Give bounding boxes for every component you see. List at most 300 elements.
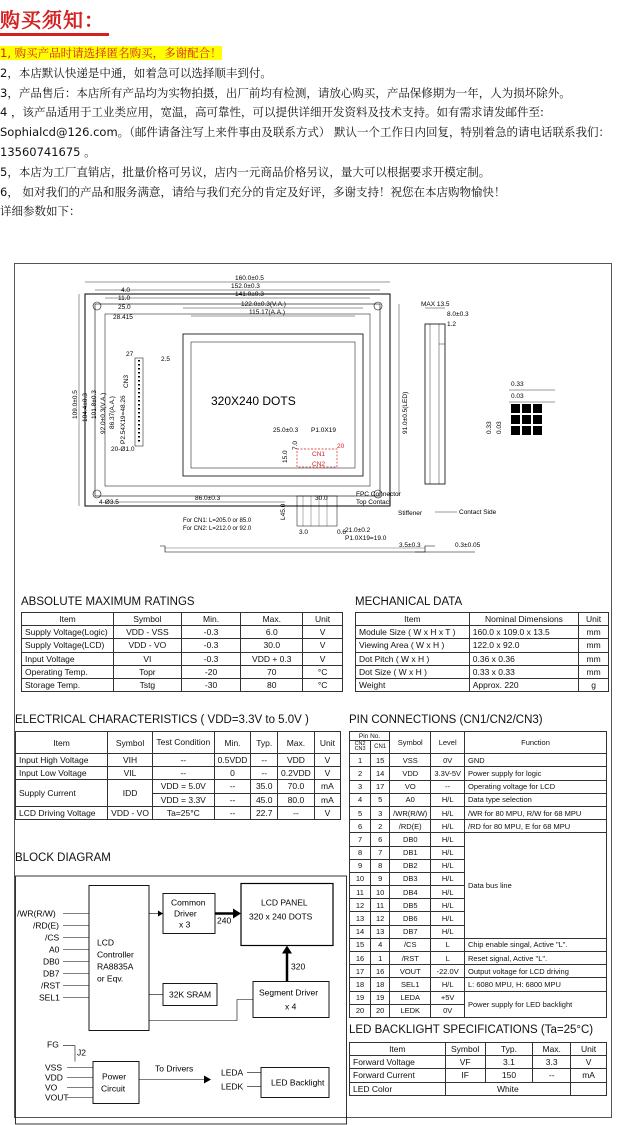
pins-title: PIN CONNECTIONS (CN1/CN2/CN3) bbox=[349, 714, 543, 726]
table-cell: /RD for 80 MPU, E for 68 MPU bbox=[465, 820, 607, 833]
table-cell: 6 bbox=[371, 833, 390, 846]
power-l0: Power bbox=[102, 1071, 127, 1082]
elec-head-symbol: Symbol bbox=[108, 732, 153, 754]
table-cell: DB2 bbox=[390, 859, 431, 872]
table-cell: 30.0 bbox=[241, 639, 303, 652]
block-diagram bbox=[15, 868, 347, 1125]
elec-head-min: Min. bbox=[214, 732, 251, 754]
note-cn2: For CN2: L=212.0 or 92.0 bbox=[183, 526, 252, 532]
table-cell: mA bbox=[314, 780, 340, 793]
table-cell: Viewing Area ( W x H ) bbox=[356, 639, 470, 652]
sig-cs: /CS bbox=[45, 932, 60, 943]
table-cell: /RD(E) bbox=[390, 820, 431, 833]
table-cell: 0.2VDD bbox=[278, 767, 315, 780]
table-row bbox=[350, 978, 607, 991]
dim-v-5: P2.54X19=48.26 bbox=[120, 395, 127, 444]
table-cell: 12 bbox=[350, 899, 371, 912]
table-row bbox=[356, 665, 609, 678]
table-cell: DB4 bbox=[390, 886, 431, 899]
pixel-grid bbox=[511, 404, 542, 435]
sig-rd: /RD(E) bbox=[33, 920, 59, 931]
power-circuit-box bbox=[93, 1062, 139, 1104]
mount-hole bbox=[93, 490, 101, 498]
dim-left-1: 11.0 bbox=[118, 295, 131, 302]
table-cell: LEDK bbox=[390, 1004, 431, 1017]
table-row bbox=[350, 938, 607, 951]
table-row bbox=[22, 678, 343, 691]
table-row bbox=[350, 965, 607, 978]
table-cell: 14 bbox=[350, 925, 371, 938]
table-cell: L bbox=[431, 938, 465, 951]
label-j2: J2 bbox=[77, 1047, 86, 1058]
table-cell: VF bbox=[445, 1056, 485, 1069]
table-cell: 122.0 x 92.0 bbox=[469, 639, 578, 652]
note-cn1: For CN1: L=205.0 or 85.0 bbox=[183, 518, 252, 524]
notice-title: 购买须知： bbox=[0, 4, 105, 33]
table-cell: H/L bbox=[431, 820, 465, 833]
elec-header-row bbox=[16, 732, 341, 754]
table-cell: -20 bbox=[181, 665, 241, 678]
table-cell: DB6 bbox=[390, 912, 431, 925]
block-title: BLOCK DIAGRAM bbox=[15, 852, 111, 864]
dim-21: 21.0±0.2 bbox=[345, 527, 371, 534]
bus-240: 240 bbox=[217, 915, 232, 926]
table-cell: 3.3 bbox=[533, 1056, 571, 1069]
abs-max-head-max: Max. bbox=[241, 613, 303, 626]
elec-title: ELECTRICAL CHARACTERISTICS ( VDD=3.3V to 5.0V ) bbox=[15, 714, 309, 726]
table-cell: -- bbox=[533, 1069, 571, 1082]
dim-top-4: 115.17(A.A.) bbox=[249, 309, 286, 316]
table-cell: 19 bbox=[371, 991, 390, 1004]
table-row bbox=[350, 806, 607, 819]
pix-0-33-a: 0.33 bbox=[511, 381, 524, 388]
table-cell: /WR for 80 MPU, R/W for 68 MPU bbox=[465, 806, 607, 819]
table-cell: 1 bbox=[350, 754, 371, 767]
table-cell: DB5 bbox=[390, 899, 431, 912]
table-cell: -0.3 bbox=[181, 639, 241, 652]
dim-top-1: 152.0±0.3 bbox=[231, 283, 260, 290]
table-cell: 3 bbox=[350, 780, 371, 793]
sig-sel1: SEL1 bbox=[39, 992, 60, 1003]
table-cell: -0.3 bbox=[181, 652, 241, 665]
table-cell: Operating Temp. bbox=[22, 665, 114, 678]
table-cell: °C bbox=[303, 678, 343, 691]
table-cell: Module Size ( W x H x T ) bbox=[356, 626, 470, 639]
table-row bbox=[350, 952, 607, 965]
sig-db7: DB7 bbox=[43, 968, 60, 979]
table-cell: Dot Size ( W x H ) bbox=[356, 665, 470, 678]
table-cell: VDD bbox=[390, 767, 431, 780]
table-cell: V bbox=[314, 806, 340, 819]
table-cell: 17 bbox=[371, 780, 390, 793]
dim-3: 3.0 bbox=[299, 529, 309, 536]
table-row bbox=[350, 793, 607, 806]
table-row bbox=[356, 626, 609, 639]
table-row bbox=[356, 639, 609, 652]
bl-head-typ: Typ. bbox=[485, 1043, 533, 1056]
dim-p1: P1.0X19 bbox=[311, 427, 336, 434]
notice-body bbox=[0, 44, 618, 222]
table-row bbox=[22, 626, 343, 639]
top-contact-label: Top Contact bbox=[356, 499, 391, 506]
table-cell: Reset signal, Active "L". bbox=[465, 952, 607, 965]
table-cell: mm bbox=[579, 665, 609, 678]
abs-max-header-row bbox=[22, 613, 343, 626]
dots-label: 320X240 DOTS bbox=[211, 394, 296, 408]
notice-line-4: 4 ，该产品适用于工业类应用，宽温，高可靠性，可以提供详细开发资料及技术支持。如有需求请发邮件至: Sophialcd@126.com。（邮件请备注写上来件事由及联系方式） 默认一个工作日内回复，特别着急的请电话联系我们：13560741675 。 bbox=[0, 105, 611, 159]
table-cell: 2 bbox=[350, 767, 371, 780]
dim-v-0: 109.0±0.5 bbox=[72, 390, 79, 419]
pins-table bbox=[349, 731, 607, 1018]
table-cell: LEDA bbox=[390, 991, 431, 1004]
table-cell: IDD bbox=[108, 780, 153, 806]
dim-2-5: 2.5 bbox=[161, 356, 171, 363]
table-cell: Operating voltage for LCD bbox=[465, 780, 607, 793]
table-cell: 8 bbox=[350, 846, 371, 859]
table-cell: 19 bbox=[350, 991, 371, 1004]
table-cell: Supply Voltage(LCD) bbox=[22, 639, 114, 652]
table-cell: L bbox=[431, 952, 465, 965]
dim-7: 7.0 bbox=[292, 440, 299, 450]
table-cell: -- bbox=[251, 767, 278, 780]
sram-label: 32K SRAM bbox=[169, 989, 212, 1000]
table-cell: Data type selection bbox=[465, 793, 607, 806]
table-cell: 15 bbox=[371, 754, 390, 767]
table-cell: V bbox=[314, 767, 340, 780]
sig-vdd: VDD bbox=[45, 1072, 63, 1083]
table-cell: 5 bbox=[350, 806, 371, 819]
dim-86: 86.0±0.3 bbox=[195, 495, 221, 502]
dim-pins: 20-Ø1.0 bbox=[111, 446, 135, 453]
cn2-label: CN2 bbox=[312, 461, 326, 468]
table-cell: 10 bbox=[350, 872, 371, 885]
table-cell: 0V bbox=[431, 1004, 465, 1017]
elec-head-unit: Unit bbox=[314, 732, 340, 754]
table-cell: mm bbox=[579, 652, 609, 665]
table-cell: 11 bbox=[371, 899, 390, 912]
table-cell: -30 bbox=[181, 678, 241, 691]
table-cell: Output voltage for LCD driving bbox=[465, 965, 607, 978]
table-cell: VDD - VO bbox=[108, 806, 153, 819]
table-cell: VDD + 0.3 bbox=[241, 652, 303, 665]
notice-line-3: 3，产品售后：本店所有产品均为实物拍摄，出厂前均有检测，请放心购买，产品保修期为一年，人为损坏除外。 bbox=[0, 85, 571, 100]
table-cell: +5V bbox=[431, 991, 465, 1004]
table-row bbox=[16, 780, 341, 793]
table-cell: Approx. 220 bbox=[469, 678, 578, 691]
sig-db0: DB0 bbox=[43, 956, 60, 967]
dim-25: 25.0±0.3 bbox=[273, 427, 299, 434]
table-cell: Forward Current bbox=[350, 1069, 446, 1082]
table-cell: 17 bbox=[350, 965, 371, 978]
table-cell: Input Low Voltage bbox=[16, 767, 108, 780]
dim-3-5: 3.5±0.3 bbox=[399, 542, 421, 549]
pins-body bbox=[350, 754, 607, 1018]
sig-rst: /RST bbox=[41, 980, 61, 991]
dim-left-0: 4.0 bbox=[121, 287, 131, 294]
table-cell: 2 bbox=[371, 820, 390, 833]
elec-head-cond: Test Condition bbox=[152, 732, 214, 754]
mech-head-item: Item bbox=[356, 613, 470, 626]
table-cell: 9 bbox=[350, 859, 371, 872]
table-cell: Topr bbox=[113, 665, 181, 678]
table-cell: LCD Driving Voltage bbox=[16, 806, 108, 819]
table-cell: 12 bbox=[371, 912, 390, 925]
dim-30: 30.0 bbox=[315, 495, 328, 502]
table-cell: 150 bbox=[485, 1069, 533, 1082]
table-cell: -- bbox=[251, 754, 278, 767]
table-cell: VO bbox=[390, 780, 431, 793]
led-pin-k: LEDK bbox=[221, 1081, 244, 1092]
table-cell: Tstg bbox=[113, 678, 181, 691]
table-cell: 18 bbox=[350, 978, 371, 991]
sig-wr: /WR(R/W) bbox=[17, 908, 56, 919]
pix-0-33-b: 0.33 bbox=[486, 421, 493, 434]
table-cell: 20 bbox=[371, 1004, 390, 1017]
table-row bbox=[16, 806, 341, 819]
dim-27: 27 bbox=[126, 351, 134, 358]
mech-title: MECHANICAL DATA bbox=[355, 596, 463, 608]
table-cell: 1 bbox=[371, 952, 390, 965]
pins-head-pin: Pin No. bbox=[350, 732, 390, 741]
table-cell: 13 bbox=[371, 925, 390, 938]
table-cell: -- bbox=[214, 806, 251, 819]
bl-head-symbol: Symbol bbox=[445, 1043, 485, 1056]
table-cell: V bbox=[303, 626, 343, 639]
table-row bbox=[350, 833, 607, 846]
mount-hole bbox=[93, 302, 101, 310]
table-cell: Chip enable singal, Active "L". bbox=[465, 938, 607, 951]
notice-line-5: 5，本店为工厂直销店，批量价格可另议，店内一元商品价格另议，量大可以根据要求开模定制。 bbox=[0, 164, 491, 179]
table-cell: H/L bbox=[431, 978, 465, 991]
table-cell: V bbox=[303, 652, 343, 665]
table-row bbox=[350, 1082, 607, 1095]
pix-0-03-b: 0.03 bbox=[496, 421, 503, 434]
backlight-table bbox=[349, 1042, 607, 1096]
side-0-3: 0.3±0.05 bbox=[455, 542, 481, 549]
dim-top-0: 160.0±0.5 bbox=[235, 275, 264, 282]
table-cell: SEL1 bbox=[390, 978, 431, 991]
table-cell: VOUT bbox=[390, 965, 431, 978]
backlight-title: LED BACKLIGHT SPECIFICATIONS (Ta=25°C) bbox=[349, 1024, 594, 1036]
table-row bbox=[22, 665, 343, 678]
table-cell: Input Voltage bbox=[22, 652, 114, 665]
table-cell: Supply Voltage(Logic) bbox=[22, 626, 114, 639]
table-cell: 0V bbox=[431, 754, 465, 767]
table-cell: GND bbox=[465, 754, 607, 767]
table-cell: 14 bbox=[371, 767, 390, 780]
stiffener-label: Stiffener bbox=[398, 510, 423, 517]
dim-0-6: 0.6 bbox=[337, 529, 347, 536]
table-cell: -- bbox=[214, 780, 251, 793]
pins-head-cn1: CN1 bbox=[371, 741, 390, 754]
table-cell: 7 bbox=[371, 846, 390, 859]
sig-a0: A0 bbox=[49, 944, 60, 955]
dim-20: 20 bbox=[337, 443, 345, 450]
power-l1: Circuit bbox=[101, 1083, 126, 1094]
abs-max-head-unit: Unit bbox=[303, 613, 343, 626]
table-cell: H/L bbox=[431, 806, 465, 819]
table-cell: 11 bbox=[350, 886, 371, 899]
mech-head-dims: Nominal Dimensions bbox=[469, 613, 578, 626]
table-cell: 9 bbox=[371, 872, 390, 885]
table-cell: V bbox=[303, 639, 343, 652]
table-cell: 13 bbox=[350, 912, 371, 925]
table-cell: VIL bbox=[108, 767, 153, 780]
pins-head-level: Level bbox=[431, 732, 465, 754]
panel-l1: 320 x 240 DOTS bbox=[249, 911, 313, 922]
dim-holes: 4-Ø3.5 bbox=[99, 499, 119, 506]
table-cell: /WR(R/W) bbox=[390, 806, 431, 819]
dim-top-2: 141.0±0.3 bbox=[235, 291, 264, 298]
table-cell: -22.0V bbox=[431, 965, 465, 978]
abs-max-title: ABSOLUTE MAXIMUM RATINGS bbox=[21, 596, 195, 608]
table-row bbox=[350, 1069, 607, 1082]
pins-head-function: Function bbox=[465, 732, 607, 754]
mech-head-unit: Unit bbox=[579, 613, 609, 626]
dim-right-led: 91.0±0.5(LED) bbox=[402, 391, 409, 434]
table-cell: 16 bbox=[371, 965, 390, 978]
table-cell bbox=[571, 1082, 607, 1095]
notice-line-6: 6， 如对我们的产品和服务满意，请给与我们充分的肯定及好评，多谢支持！祝您在本店购物愉快！ bbox=[0, 184, 506, 199]
table-cell: VSS bbox=[390, 754, 431, 767]
table-cell: VDD - VO bbox=[113, 639, 181, 652]
table-cell: 35.0 bbox=[251, 780, 278, 793]
contact-side-label: Contact Side bbox=[459, 509, 497, 516]
backlight-header-row bbox=[350, 1043, 607, 1056]
table-cell: mA bbox=[314, 793, 340, 806]
table-cell: VI bbox=[113, 652, 181, 665]
table-cell: 6 bbox=[350, 820, 371, 833]
table-cell: IF bbox=[445, 1069, 485, 1082]
table-cell: DB7 bbox=[390, 925, 431, 938]
table-cell: H/L bbox=[431, 899, 465, 912]
datasheet bbox=[14, 263, 612, 1118]
table-cell: /RST bbox=[390, 952, 431, 965]
table-cell: 20 bbox=[350, 1004, 371, 1017]
table-cell: V bbox=[571, 1056, 607, 1069]
mech-table bbox=[355, 612, 609, 692]
table-row bbox=[350, 991, 607, 1004]
bl-head-max: Max. bbox=[533, 1043, 571, 1056]
table-cell: Storage Temp. bbox=[22, 678, 114, 691]
abs-max-head-min: Min. bbox=[181, 613, 241, 626]
panel-l0: LCD PANEL bbox=[261, 897, 308, 908]
bl-head-item: Item bbox=[350, 1043, 446, 1056]
table-cell: Ta=25°C bbox=[152, 806, 214, 819]
table-cell: VDD - VSS bbox=[113, 626, 181, 639]
table-cell: 10 bbox=[371, 886, 390, 899]
table-cell: H/L bbox=[431, 846, 465, 859]
table-cell: 0.36 x 0.36 bbox=[469, 652, 578, 665]
table-cell: -- bbox=[431, 780, 465, 793]
side-1-2: 1.2 bbox=[447, 321, 457, 328]
sig-vo: VO bbox=[45, 1082, 58, 1093]
table-cell: -- bbox=[152, 754, 214, 767]
table-cell: mA bbox=[571, 1069, 607, 1082]
common-l2: x 3 bbox=[179, 919, 191, 930]
table-cell: H/L bbox=[431, 793, 465, 806]
controller-l2: RA8835A bbox=[97, 961, 134, 972]
abs-max-head-symbol: Symbol bbox=[113, 613, 181, 626]
table-cell: Weight bbox=[356, 678, 470, 691]
table-row bbox=[350, 767, 607, 780]
table-cell: 15 bbox=[350, 938, 371, 951]
controller-l1: Controller bbox=[97, 949, 134, 960]
table-row bbox=[350, 1056, 607, 1069]
table-cell: Supply Current bbox=[16, 780, 108, 806]
pix-0-03-a: 0.03 bbox=[511, 393, 524, 400]
table-cell: H/L bbox=[431, 872, 465, 885]
table-row bbox=[350, 780, 607, 793]
table-cell: 4 bbox=[350, 793, 371, 806]
notice-line-7: 详细参数如下： bbox=[0, 204, 81, 219]
seg-l0: Segment Driver bbox=[259, 987, 319, 998]
controller-l0: LCD bbox=[97, 937, 115, 948]
dim-v-4: 86.37(A.A.) bbox=[109, 396, 116, 429]
table-cell: Input High Voltage bbox=[16, 754, 108, 767]
dim-left-2: 25.0 bbox=[118, 304, 131, 311]
pins-header-row bbox=[350, 732, 607, 741]
pins-head-cn2cn3: CN2 CN3 bbox=[350, 741, 371, 754]
table-cell: H/L bbox=[431, 859, 465, 872]
dim-top-3: 122.0±0.3(V.A.) bbox=[241, 301, 286, 308]
elec-head-typ: Typ. bbox=[251, 732, 278, 754]
table-cell: VDD = 3.3V bbox=[152, 793, 214, 806]
table-cell: -- bbox=[214, 793, 251, 806]
table-cell: VIH bbox=[108, 754, 153, 767]
table-row bbox=[22, 652, 343, 665]
elec-head-max: Max. bbox=[278, 732, 315, 754]
abs-max-head-item: Item bbox=[22, 613, 114, 626]
table-cell: 45.0 bbox=[251, 793, 278, 806]
table-cell: 0.33 x 0.33 bbox=[469, 665, 578, 678]
table-cell: H/L bbox=[431, 833, 465, 846]
dim-left-3: 28.415 bbox=[113, 314, 133, 321]
table-cell: 0 bbox=[214, 767, 251, 780]
table-cell: DB3 bbox=[390, 872, 431, 885]
controller-l3: or Eqv. bbox=[97, 973, 124, 984]
table-cell: 6.0 bbox=[241, 626, 303, 639]
table-cell: VDD = 5.0V bbox=[152, 780, 214, 793]
table-cell: V bbox=[314, 754, 340, 767]
table-row bbox=[16, 754, 341, 767]
table-row bbox=[356, 678, 609, 691]
table-cell: A0 bbox=[390, 793, 431, 806]
table-cell: 160.0 x 109.0 x 13.5 bbox=[469, 626, 578, 639]
sig-fg: FG bbox=[47, 1039, 59, 1050]
mechanical-drawing bbox=[15, 264, 611, 574]
sig-vss: VSS bbox=[45, 1062, 63, 1073]
dim-15: 15.0 bbox=[282, 450, 289, 463]
table-cell: Power supply for logic bbox=[465, 767, 607, 780]
dim-v-2: 101.8±0.3 bbox=[91, 390, 98, 419]
mech-header-row bbox=[356, 613, 609, 626]
table-cell: 80.0 bbox=[278, 793, 315, 806]
dim-v-1: 104.4±0.3 bbox=[82, 393, 89, 422]
table-cell: -0.3 bbox=[181, 626, 241, 639]
abs-max-table bbox=[21, 612, 343, 692]
pins-head-symbol: Symbol bbox=[390, 732, 431, 754]
table-cell: Data bus line bbox=[465, 833, 607, 939]
table-row bbox=[22, 639, 343, 652]
common-l0: Common bbox=[171, 897, 206, 908]
table-cell: 3.1 bbox=[485, 1056, 533, 1069]
table-cell: VDD bbox=[278, 754, 315, 767]
notice-line-2: 2，本店默认快递是中通，如着急可以选择顺丰到付。 bbox=[0, 65, 272, 80]
table-cell: LED Color bbox=[350, 1082, 446, 1095]
table-cell: DB0 bbox=[390, 833, 431, 846]
dim-p19: P1.0X19=19.0 bbox=[345, 535, 387, 542]
